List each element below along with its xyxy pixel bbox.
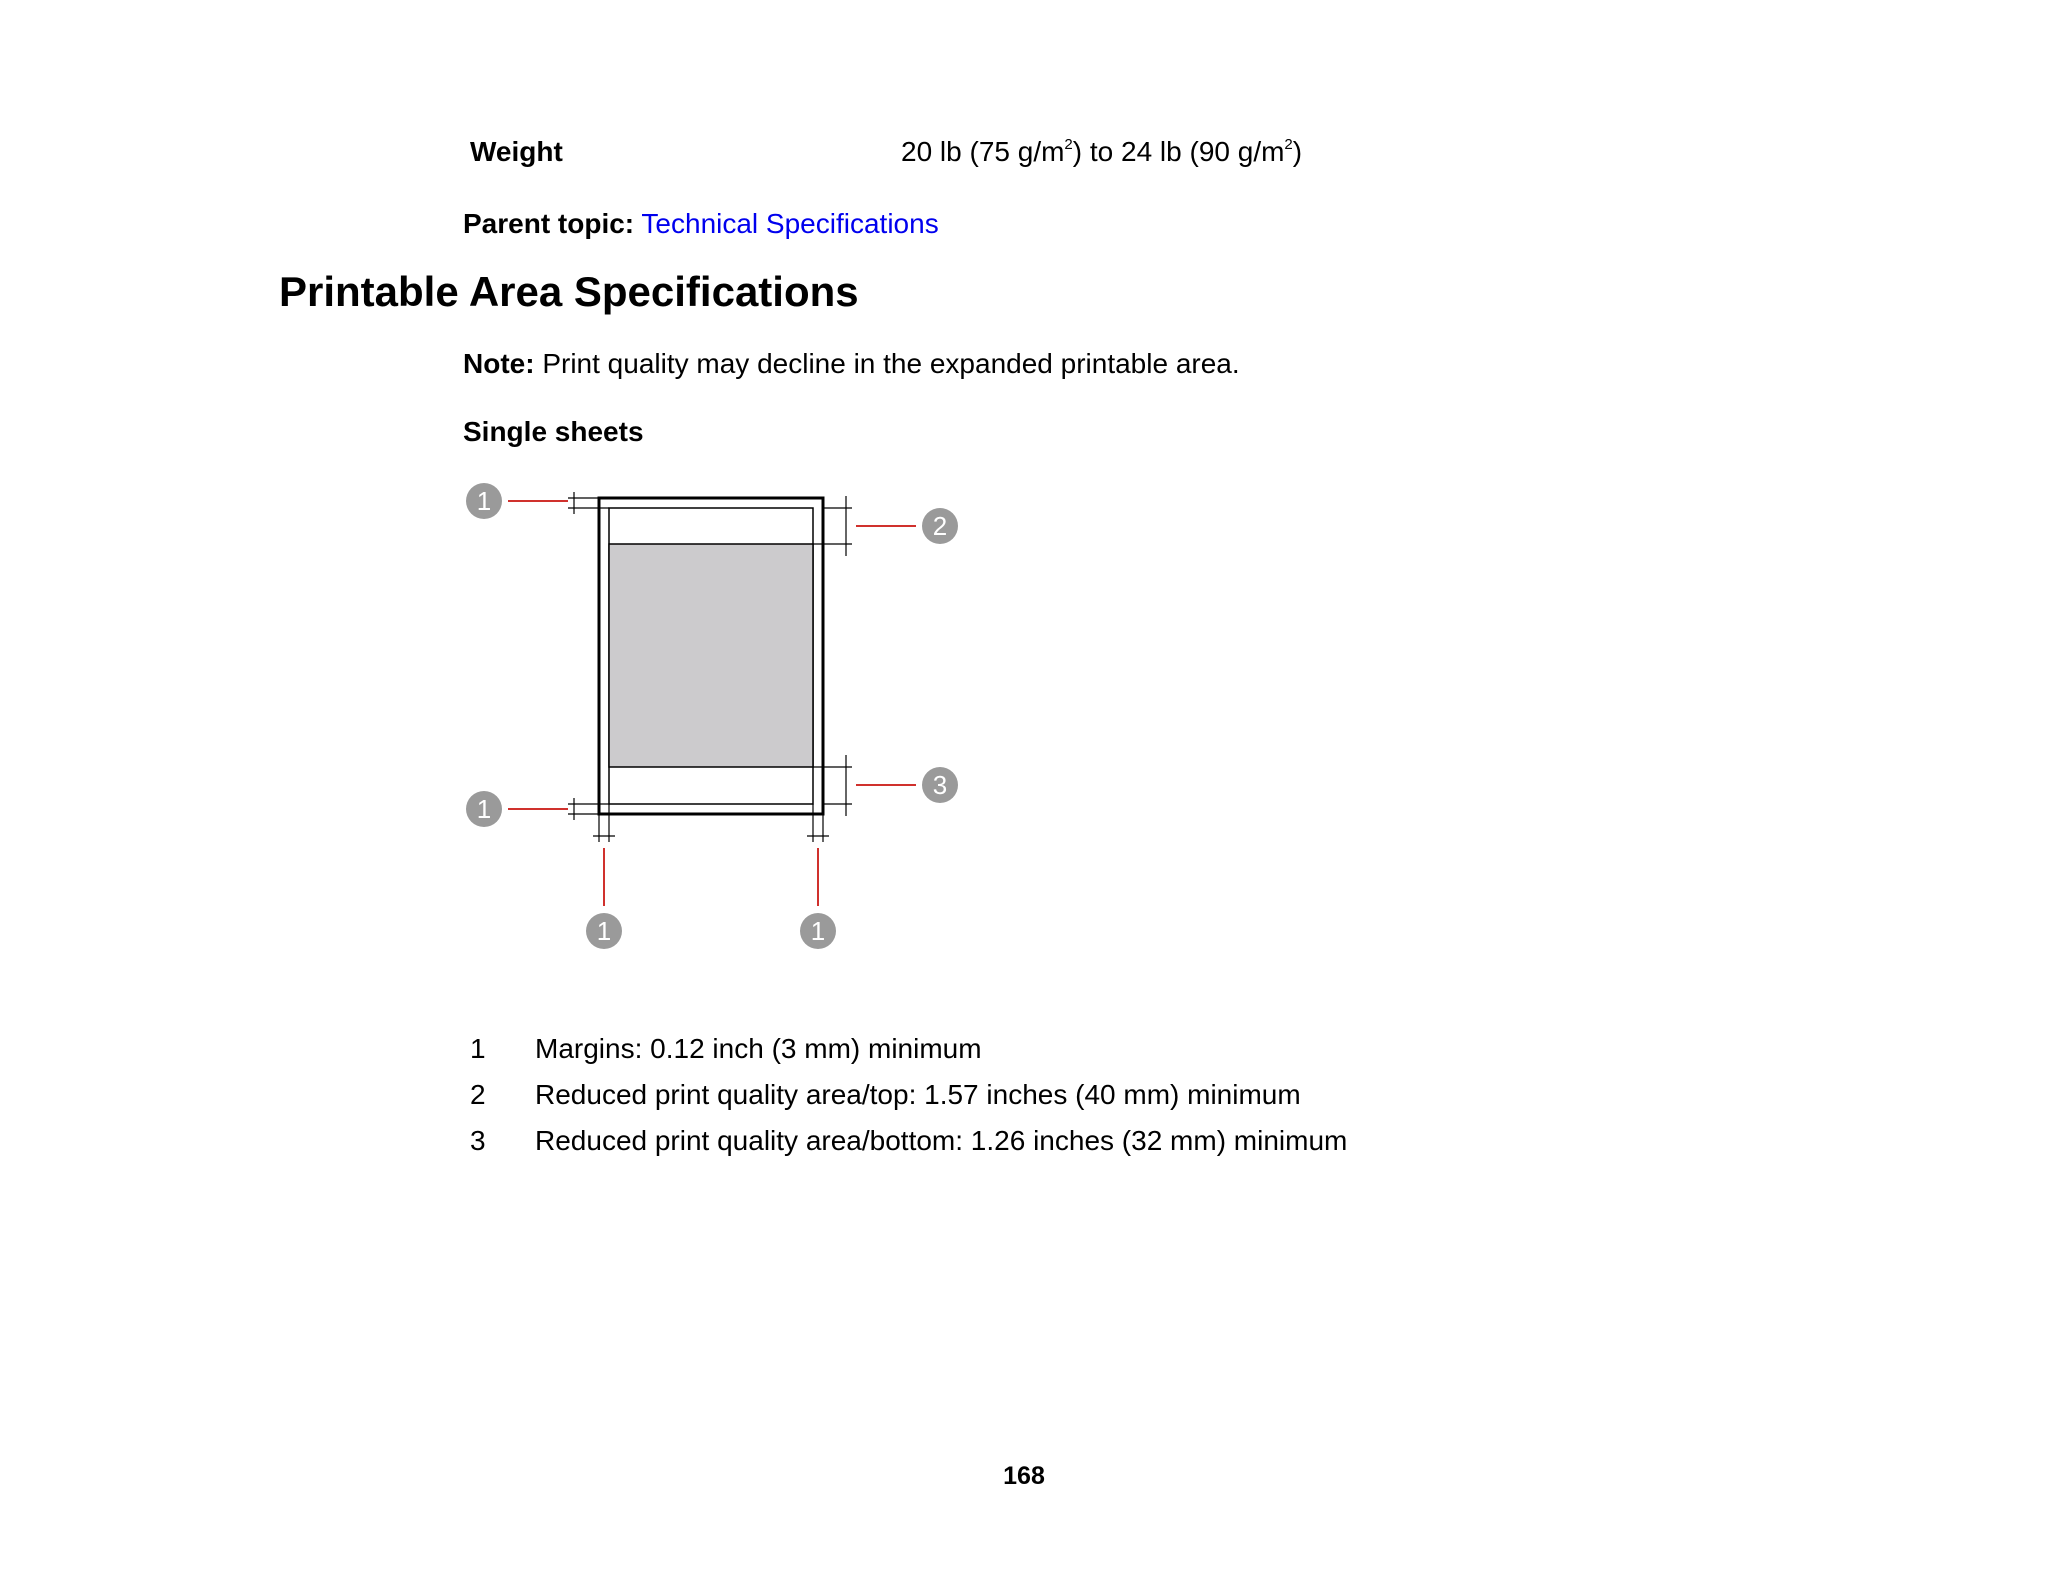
note-text: Print quality may decline in the expanded printable area. — [542, 348, 1240, 379]
callout-1-top-left — [466, 483, 502, 519]
page-heading: Printable Area Specifications — [279, 268, 859, 315]
legend-number: 1 — [470, 1033, 486, 1064]
svg-text:2: 2 — [932, 511, 948, 541]
svg-text:1: 1 — [476, 486, 492, 516]
svg-text:3: 3 — [932, 770, 948, 800]
svg-text:1: 1 — [596, 916, 612, 946]
callout-1-bottom-left — [586, 913, 622, 949]
svg-text:1: 1 — [810, 916, 826, 946]
legend-number: 3 — [470, 1125, 486, 1156]
svg-text:1: 1 — [476, 794, 492, 824]
legend-number: 2 — [470, 1079, 486, 1110]
legend-text: Margins: 0.12 inch (3 mm) minimum — [535, 1033, 982, 1064]
legend-text: Reduced print quality area/bottom: 1.26 inches (32 mm) minimum — [535, 1125, 1348, 1156]
spec-value-weight: 20 lb (75 $g/m^2$) to 24 lb (90 $g/m^2$) — [901, 136, 1303, 167]
note — [463, 348, 1240, 380]
page-number: 168 — [1003, 1462, 1045, 1490]
spec-label-weight: Weight — [470, 136, 563, 167]
callout-3-bottom-right — [922, 767, 958, 803]
note-label: Note: — [463, 348, 535, 379]
legend-text: Reduced print quality area/top: 1.57 inches (40 mm) minimum — [535, 1079, 1301, 1110]
callout-1-bottom-right — [800, 913, 836, 949]
callout-2-top-right — [922, 508, 958, 544]
callout-1-mid-left — [466, 791, 502, 827]
printable-area-diagram — [440, 470, 980, 960]
parent-topic-label: Parent topic: — [463, 208, 635, 239]
printable-area — [609, 544, 813, 767]
section-subheading: Single sheets — [463, 416, 644, 447]
parent-topic — [463, 208, 939, 240]
technical-specifications-link[interactable]: Technical Specifications — [641, 208, 939, 239]
